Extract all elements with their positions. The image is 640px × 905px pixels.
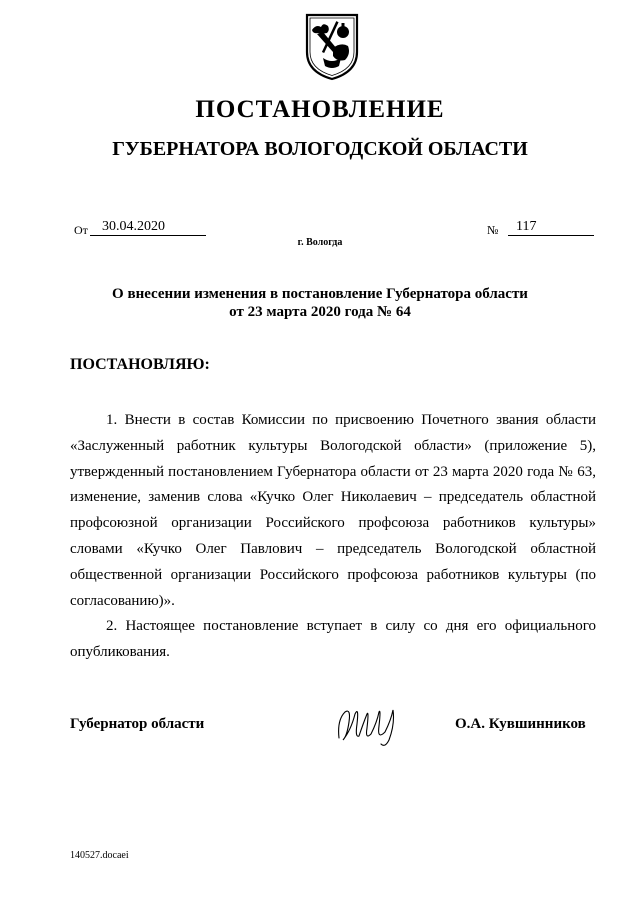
city-label: г. Вологда <box>297 237 343 248</box>
document-title: ПОСТАНОВЛЕНИЕ <box>195 96 445 123</box>
number-label: № <box>487 223 499 237</box>
paragraph-1: 1. Внести в состав Комиссии по присвоению Почетного звания области «Заслуженный работник культуры Вологодской области» (приложение 5), утвержденный постановлением Губернатора области от 23 марта 2020 года № 63, изменение, заменив слова «Кучко Олег Николаевич – председатель областной профсоюзной организации Российского профсоюза работников культуры» словами «Кучко Олег Павлович – председатель Вологодской областной общественной организации Российского профсоюза работников культуры (по согласованию)». <box>70 412 596 609</box>
subject-line-2: от 23 марта 2020 года № 64 <box>229 304 411 320</box>
subject-line-1: О внесении изменения в постановление Губернатора области <box>112 286 528 302</box>
signer-title: Губернатор области <box>70 716 205 732</box>
document-number: 117 <box>508 219 594 236</box>
document-subtitle: ГУБЕРНАТОРА ВОЛОГОДСКОЙ ОБЛАСТИ <box>112 138 528 160</box>
date-label: От <box>74 223 88 237</box>
handwritten-signature-icon <box>333 700 413 750</box>
document-date: 30.04.2020 <box>90 219 206 236</box>
decree-heading: ПОСТАНОВЛЯЮ: <box>70 356 210 373</box>
document-body <box>70 408 596 666</box>
footer-filename: 140527.docaei <box>70 850 129 861</box>
document-subject <box>0 285 640 321</box>
vologda-coat-of-arms-icon <box>303 12 361 82</box>
signer-name: О.А. Кувшинников <box>455 716 586 732</box>
paragraph-2: 2. Настоящее постановление вступает в силу со дня его официального опубликования. <box>70 618 596 661</box>
